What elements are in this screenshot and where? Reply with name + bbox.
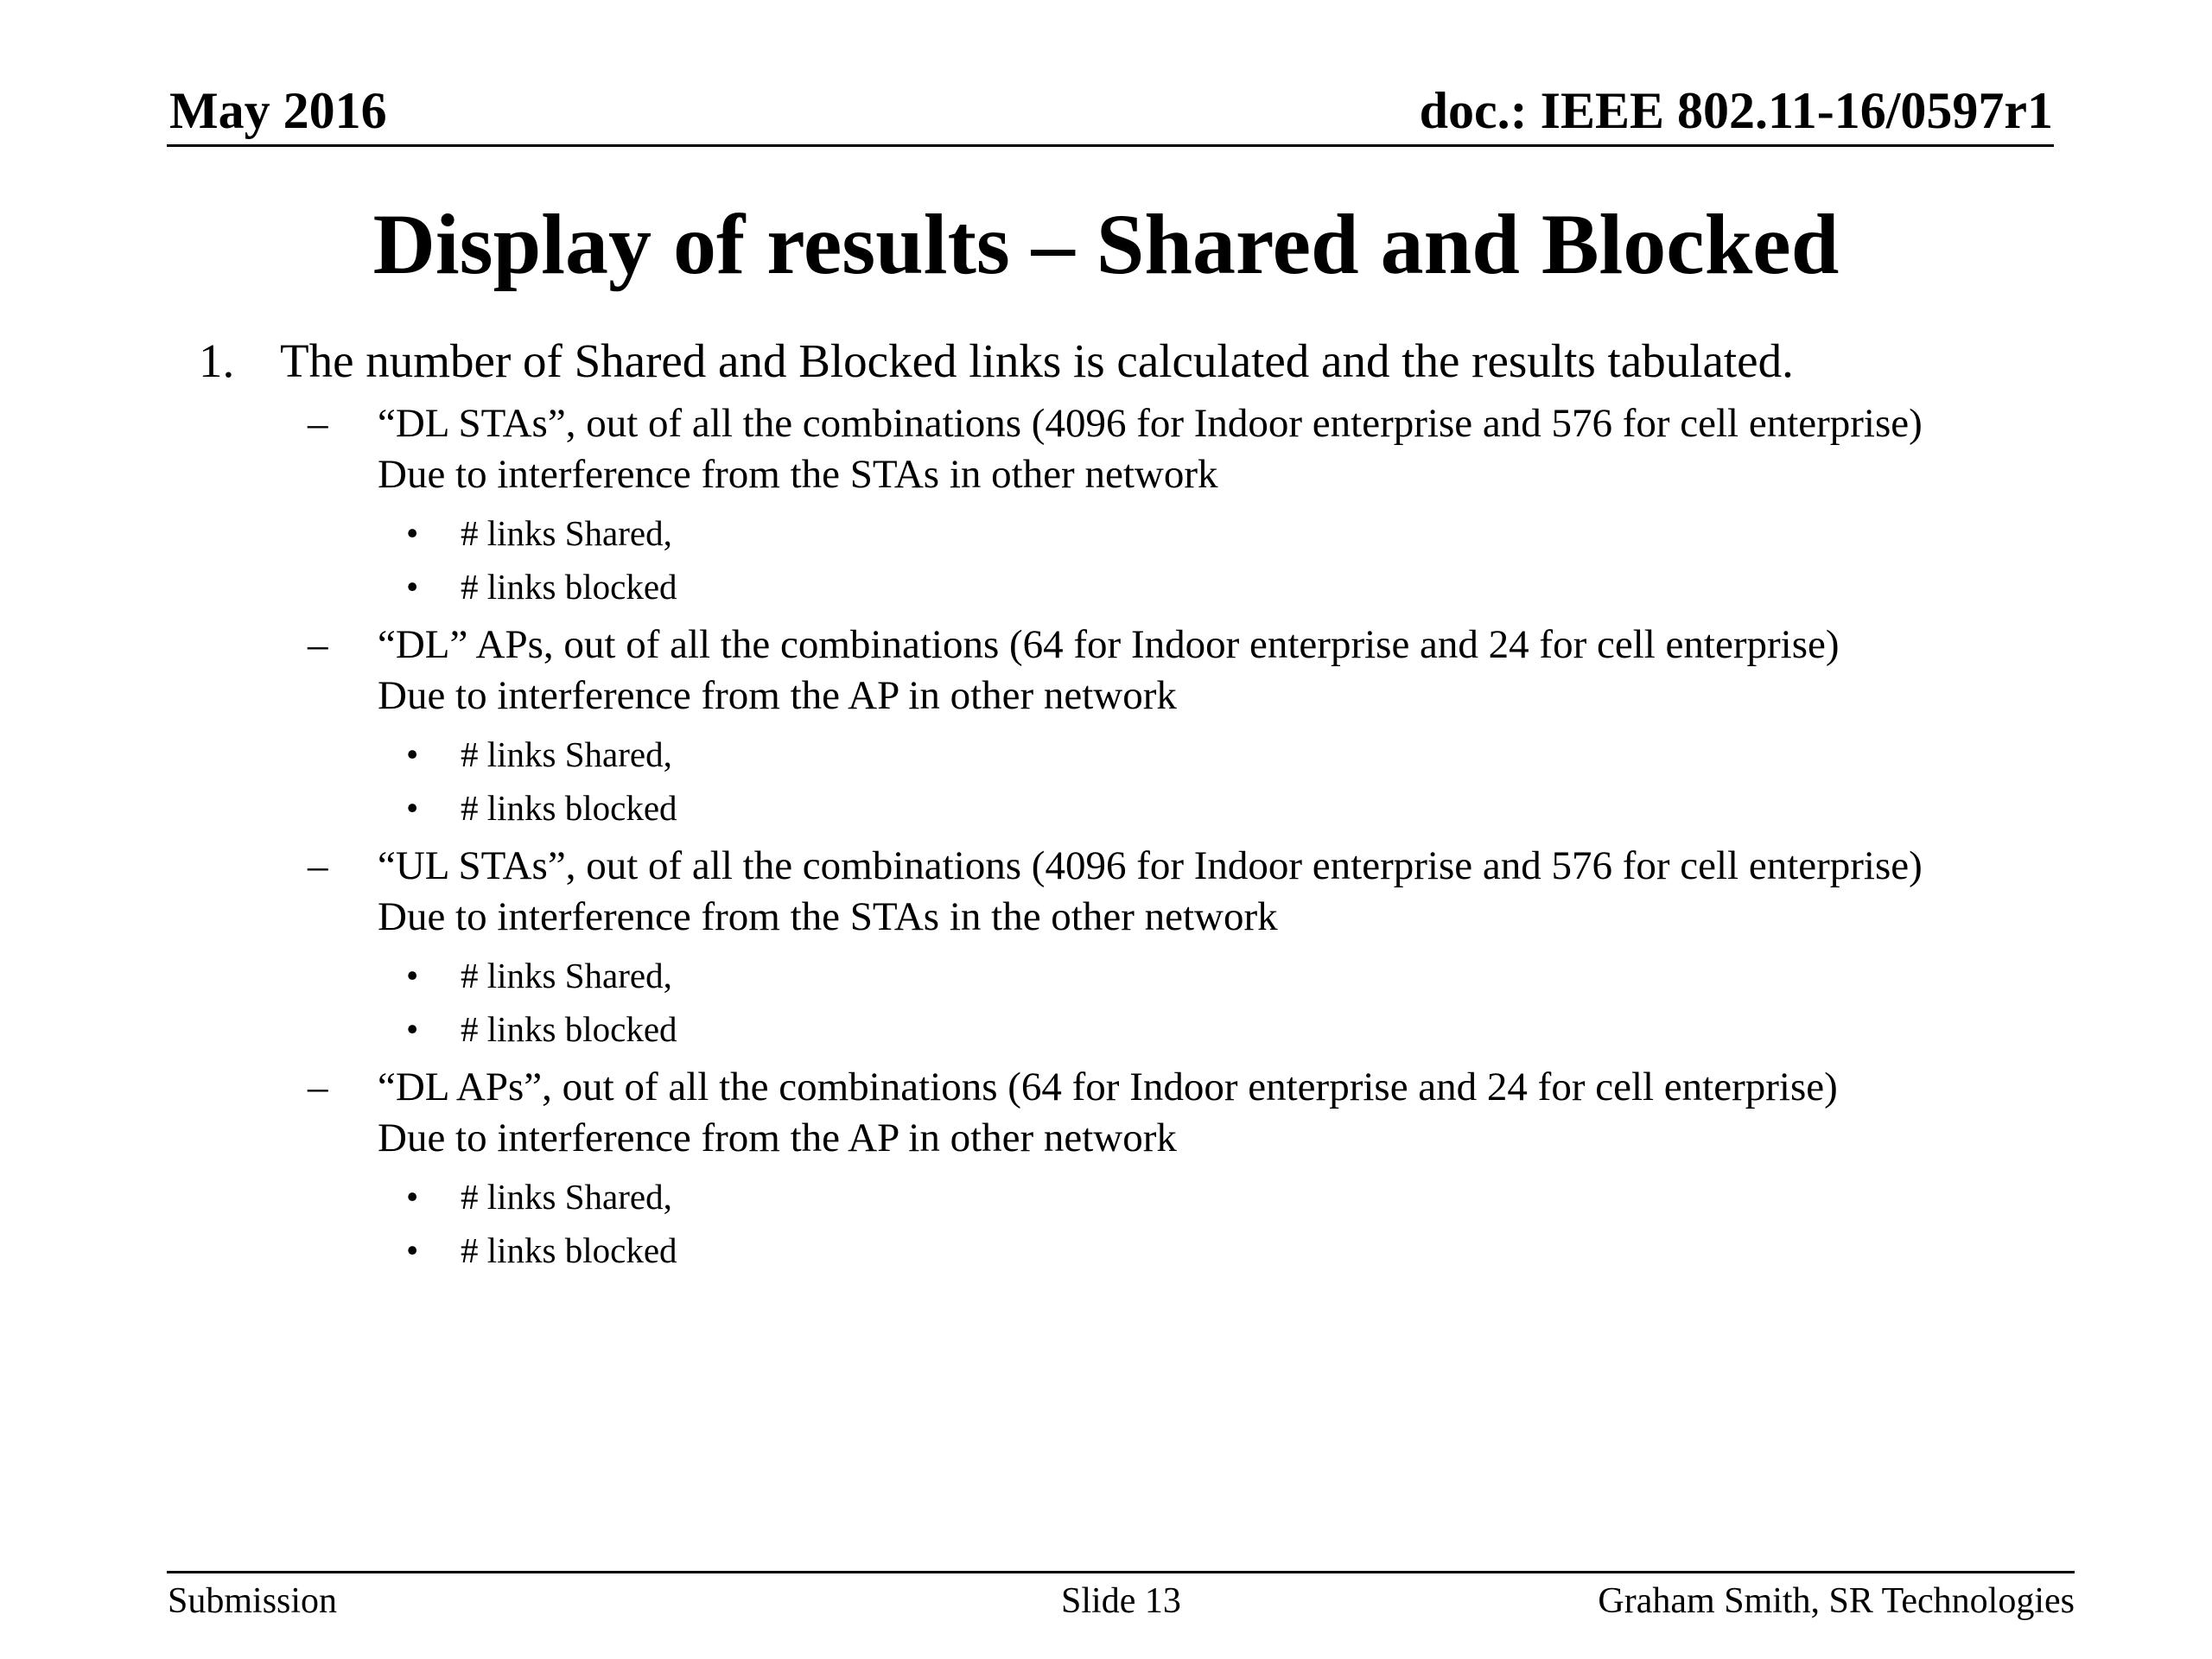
sub-item-line1: “UL STAs”, out of all the combinations (4096 for Indoor enterprise and 576 for cell enterprise) (378, 843, 1923, 888)
list-number: 1. (199, 334, 235, 387)
footer-slide-number: Slide 13 (1061, 1581, 1181, 1621)
bullet-text: # links Shared, (461, 1177, 672, 1217)
sub-item-dash: – (308, 1065, 328, 1109)
bullet-dot: • (406, 956, 419, 995)
sub-item-line1: “DL” APs, out of all the combinations (64 for Indoor enterprise and 24 for cell enterprise) (378, 622, 1840, 667)
sub-item-dash: – (308, 843, 328, 888)
footer-divider (167, 1571, 2075, 1573)
sub-item-line2: Due to interference from the AP in other network (378, 1116, 1177, 1160)
sub-item-dash: – (308, 622, 328, 667)
bullet-dot: • (406, 734, 419, 774)
bullet-text: # links blocked (461, 567, 677, 607)
bullet-dot: • (406, 1230, 419, 1270)
bullet-text: # links blocked (461, 1230, 677, 1270)
bullet-dot: • (406, 513, 419, 553)
bullet-text: # links Shared, (461, 734, 672, 774)
sub-item-line2: Due to interference from the AP in other network (378, 673, 1177, 718)
bullet-dot: • (406, 567, 419, 607)
bullet-dot: • (406, 788, 419, 828)
sub-item-line1: “DL APs”, out of all the combinations (64 for Indoor enterprise and 24 for cell enterprise) (378, 1065, 1838, 1109)
slide-title: Display of results – Shared and Blocked (372, 196, 1840, 292)
bullet-text: # links Shared, (461, 956, 672, 995)
sub-item-line2: Due to interference from the STAs in other network (378, 452, 1218, 497)
sub-item-line2: Due to interference from the STAs in the other network (378, 894, 1278, 939)
header-date: May 2016 (169, 82, 387, 139)
bullet-text: # links blocked (461, 788, 677, 828)
list-item-text: The number of Shared and Blocked links is calculated and the results tabulated. (280, 334, 1794, 387)
footer-submission: Submission (168, 1581, 338, 1621)
bullet-dot: • (406, 1177, 419, 1217)
sub-item-dash: – (308, 401, 328, 446)
sub-item-line1: “DL STAs”, out of all the combinations (4096 for Indoor enterprise and 576 for cell enterprise) (378, 401, 1923, 446)
bullet-text: # links blocked (461, 1009, 677, 1049)
footer-author: Graham Smith, SR Technologies (1598, 1581, 2075, 1621)
bullet-dot: • (406, 1009, 419, 1049)
header-doc-id: doc.: IEEE 802.11-16/0597r1 (1419, 82, 2053, 139)
bullet-text: # links Shared, (461, 513, 672, 553)
